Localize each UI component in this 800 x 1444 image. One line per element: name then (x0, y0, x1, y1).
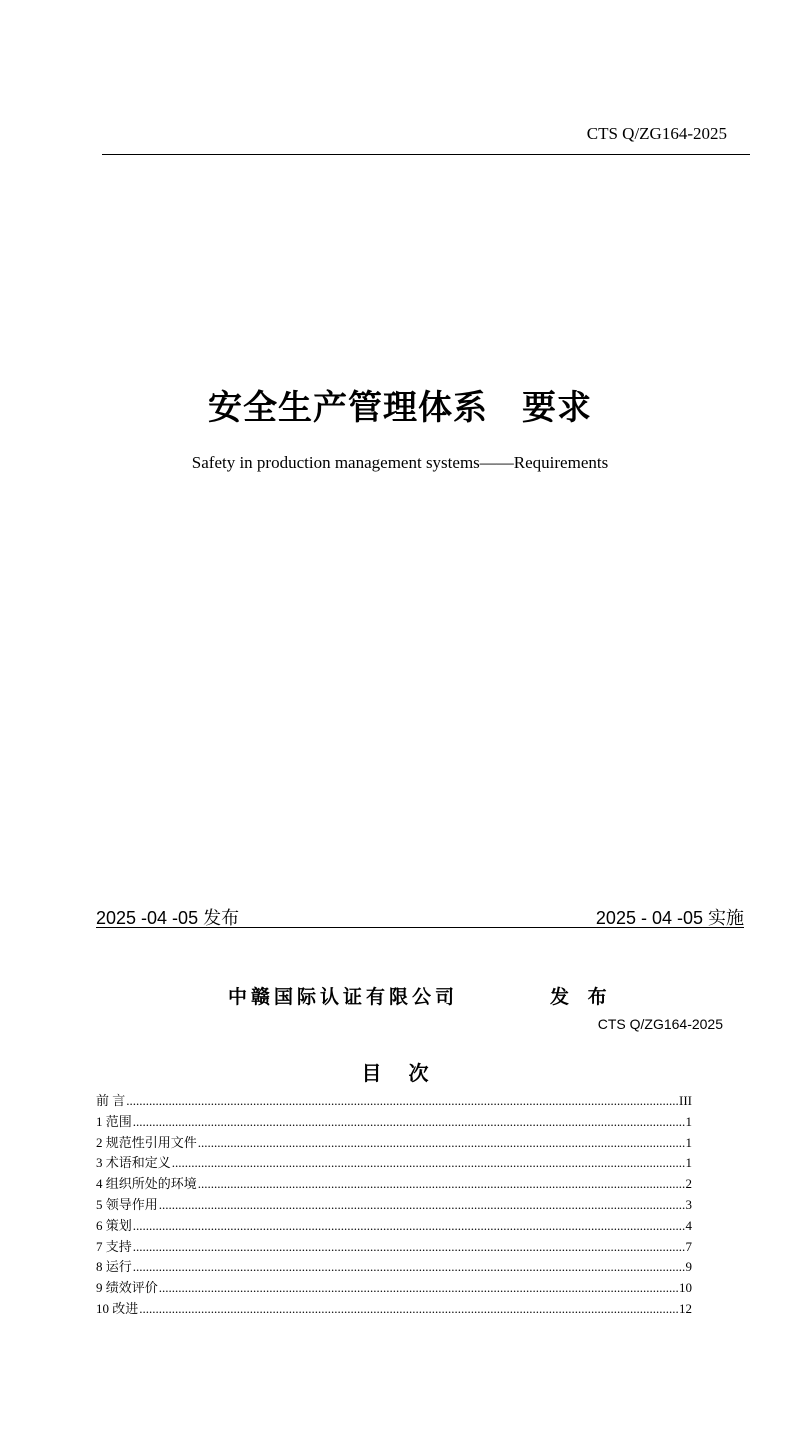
toc-entry-page: 12 (679, 1300, 692, 1316)
toc-leader-dots (172, 1153, 685, 1174)
toc-entry-page: III (679, 1093, 692, 1108)
document-title-zh (0, 380, 800, 429)
toc-leader-dots (133, 1216, 685, 1237)
issue-date: 2025 -04 -05 发布 (96, 908, 240, 928)
toc-leader-dots (198, 1133, 685, 1154)
toc-entry[interactable] (96, 1195, 692, 1216)
document-title-en: Safety in production management systems——Requirements (191, 453, 609, 472)
toc-entry-label: 前 言 (96, 1093, 126, 1108)
issuer-name: 中赣国际认证有限公司 (228, 986, 459, 1008)
table-of-contents (96, 1091, 692, 1320)
toc-entry-label: 8 运行 (96, 1259, 132, 1275)
toc-leader-dots (139, 1299, 678, 1320)
toc-leader-dots (126, 1091, 678, 1112)
toc-leader-dots (133, 1257, 685, 1278)
toc-entry-label: 3 术语和定义 (96, 1155, 171, 1171)
issued-label: 发 布 (550, 986, 613, 1008)
toc-entry-label: 10 改进 (96, 1300, 139, 1316)
toc-entry[interactable] (96, 1278, 692, 1299)
toc-leader-dots (159, 1195, 685, 1216)
toc-entry-label: 9 绩效评价 (96, 1280, 158, 1296)
title-zh-main: 安全生产管理体系 (208, 388, 488, 428)
toc-entry[interactable] (96, 1112, 692, 1133)
toc-entry-label: 1 范围 (96, 1113, 132, 1129)
toc-entry-page: 1 (685, 1113, 692, 1129)
toc-leader-dots (133, 1237, 685, 1258)
toc-entry-label: 6 策划 (96, 1217, 132, 1233)
toc-leader-dots (159, 1278, 678, 1299)
toc-leader-dots (198, 1174, 685, 1195)
toc-entry[interactable] (96, 1091, 692, 1112)
toc-title: 目 次 (361, 1061, 439, 1085)
toc-entry-page: 1 (685, 1134, 692, 1150)
toc-entry-label: 5 领导作用 (96, 1196, 158, 1212)
toc-leader-dots (133, 1112, 685, 1133)
toc-entry-page: 3 (685, 1196, 692, 1212)
toc-entry[interactable] (96, 1153, 692, 1174)
toc-entry[interactable] (96, 1237, 692, 1258)
dates-rule (96, 927, 744, 928)
toc-entry[interactable] (96, 1216, 692, 1237)
toc-entry-page: 7 (685, 1238, 692, 1254)
implementation-date: 2025 - 04 -05 实施 (595, 908, 744, 928)
toc-entry-page: 1 (685, 1155, 692, 1171)
toc-entry[interactable] (96, 1133, 692, 1154)
title-zh-sub: 要求 (522, 388, 592, 428)
standard-number-bottom: CTS Q/ZG164-2025 (597, 1016, 723, 1032)
toc-entry-page: 2 (685, 1176, 692, 1192)
toc-entry-page: 4 (685, 1217, 692, 1233)
standard-number-top: CTS Q/ZG164-2025 (586, 124, 727, 143)
top-rule (102, 154, 750, 155)
toc-entry-label: 4 组织所处的环境 (96, 1176, 197, 1192)
toc-entry-label: 7 支持 (96, 1238, 132, 1254)
toc-entry-label: 2 规范性引用文件 (96, 1134, 197, 1150)
toc-entry[interactable] (96, 1257, 692, 1278)
toc-entry[interactable] (96, 1174, 692, 1195)
toc-entry[interactable] (96, 1299, 692, 1320)
toc-entry-page: 9 (685, 1259, 692, 1275)
toc-entry-page: 10 (679, 1280, 692, 1296)
